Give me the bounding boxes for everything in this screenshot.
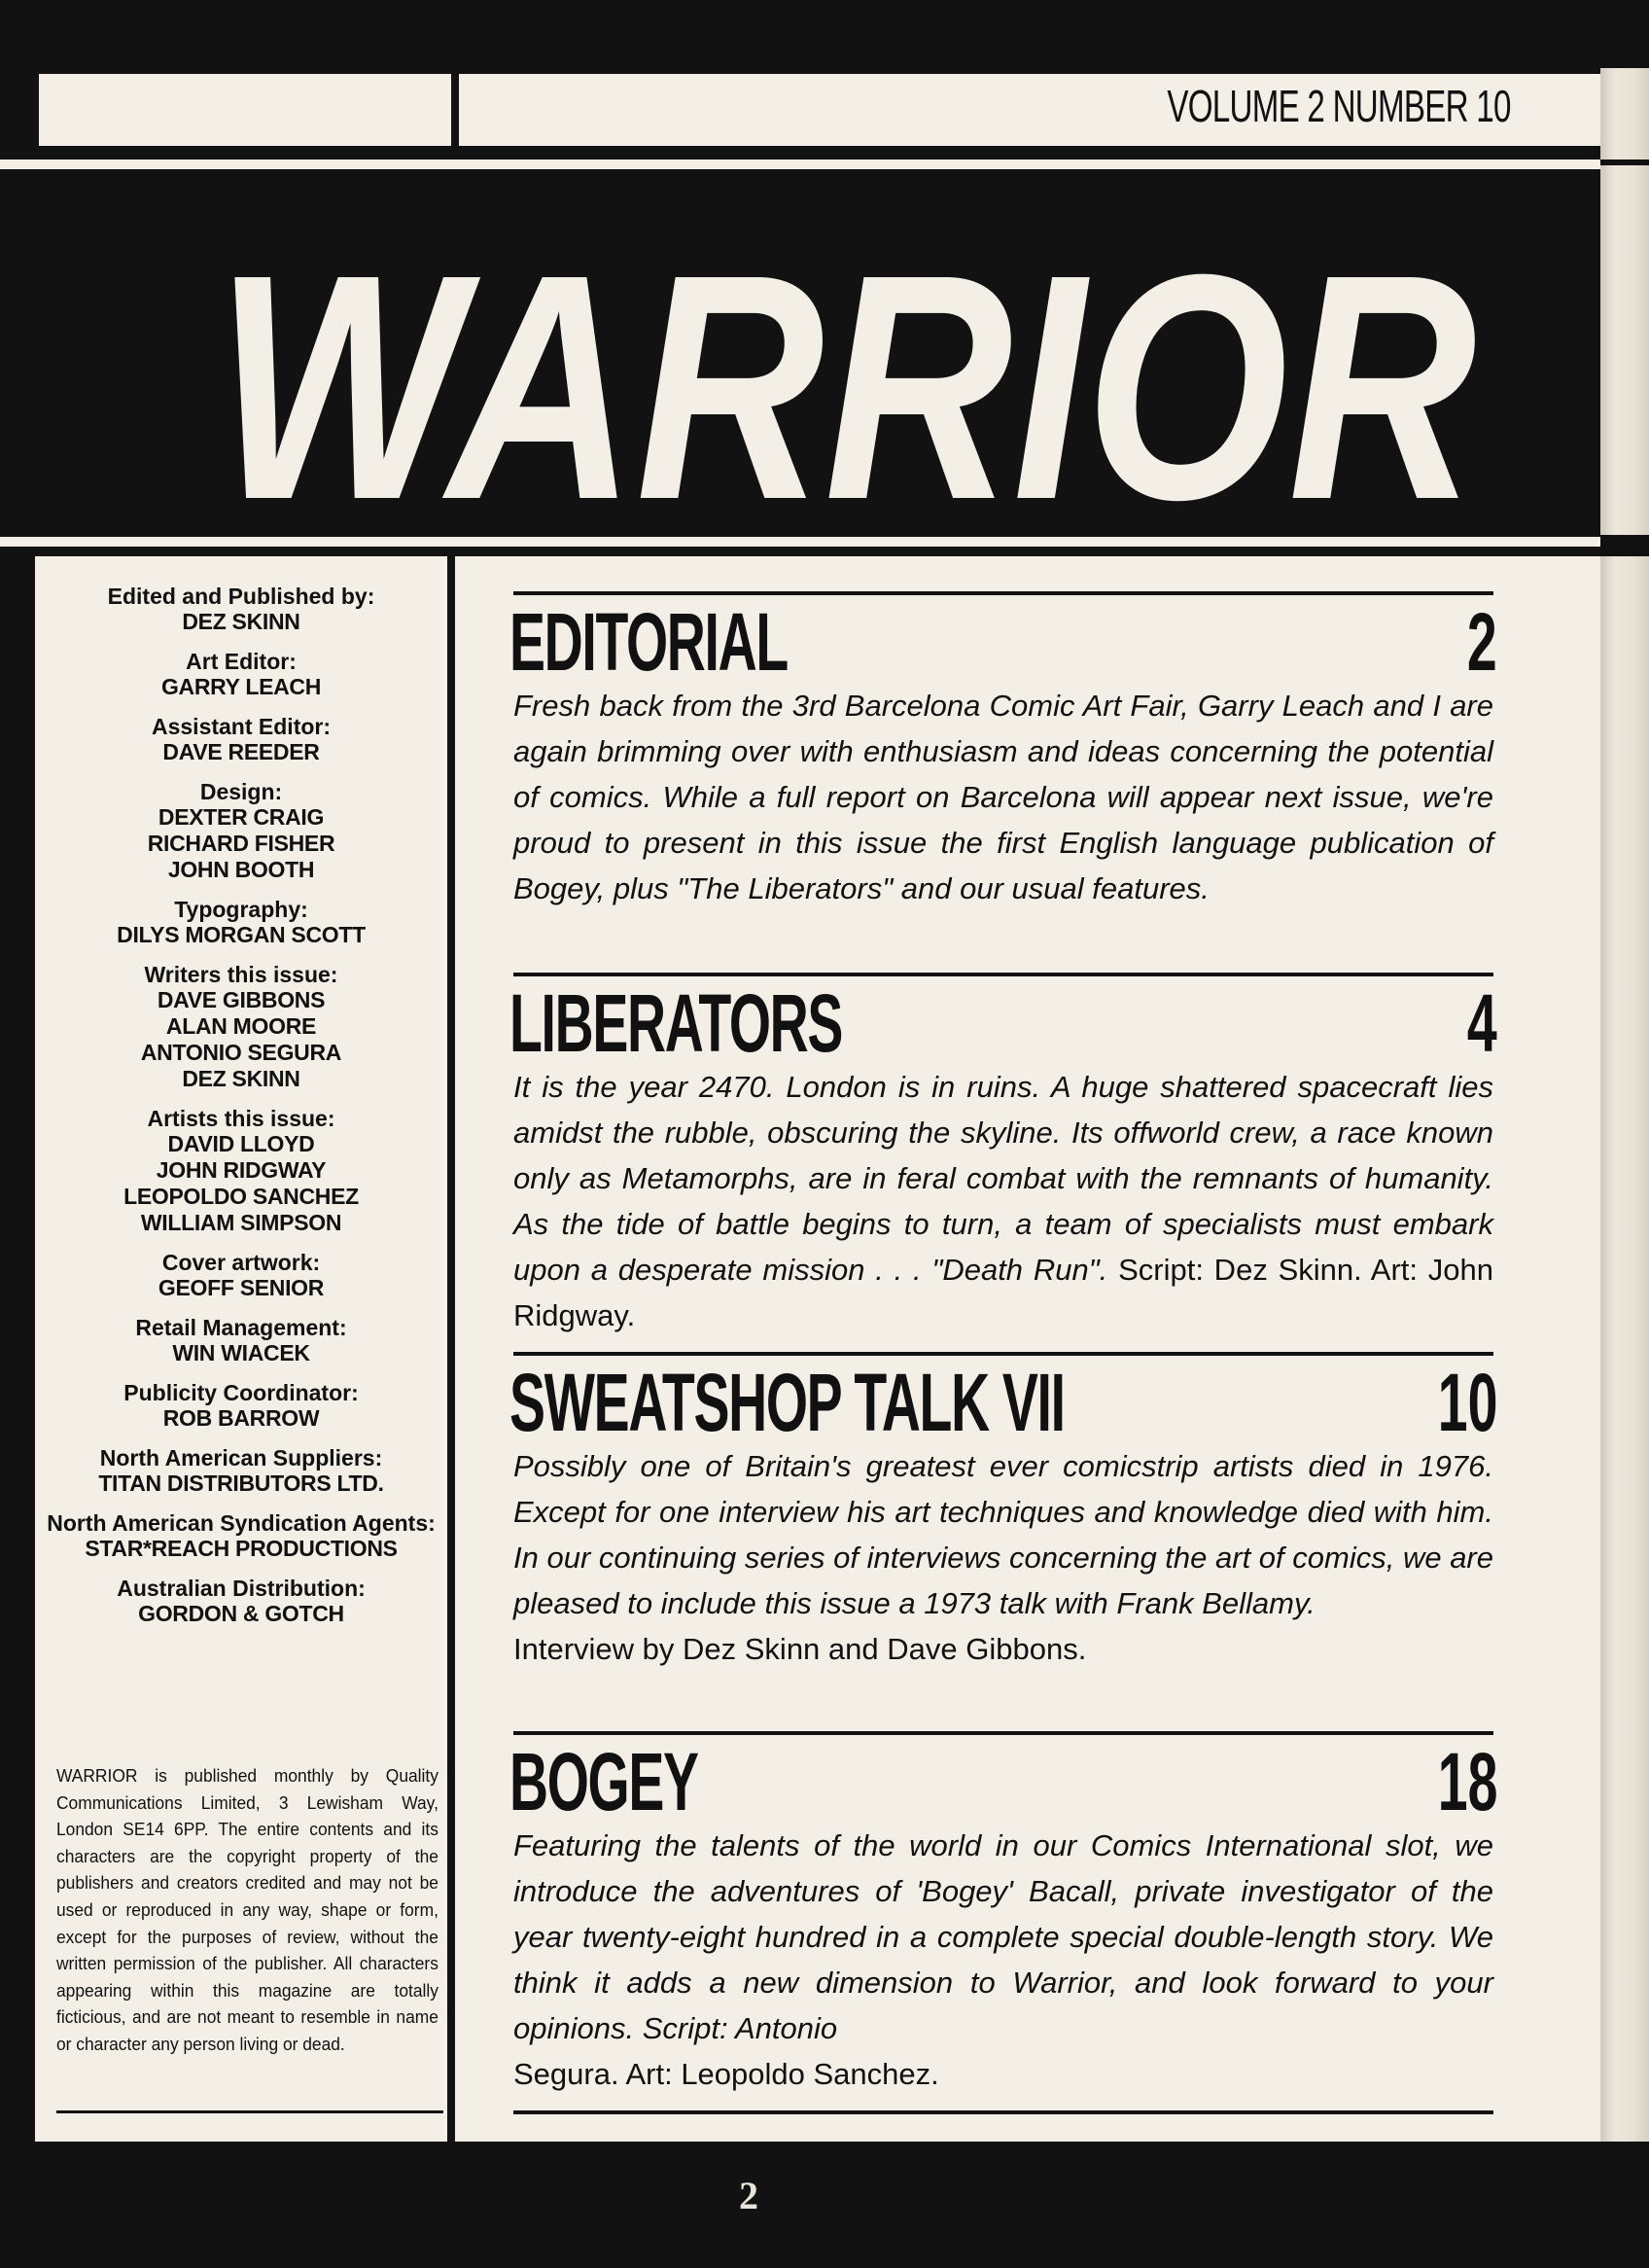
entry-page-number: 4 [1467,977,1497,1069]
entry-title: EDITORIAL [509,596,788,688]
contents-entry [509,1731,1497,2097]
entry-description-text: Featuring the talents of the world in our Comics International slot, we introduce the adventures of 'Bogey' Bacall, private investigator of the year twenty-eight hundred in a complete special double-length story. We think it adds a new dimension to Warrior, and look forward to your opinions. Script: Antonio [513,1828,1493,2045]
header-volume-box [459,74,1600,146]
header-blank-box [39,74,451,146]
credit-block [35,584,447,635]
credit-block [35,779,447,883]
credit-block [35,1445,447,1497]
entry-header [509,976,1497,1069]
masthead-title: WARRIOR [215,207,1477,535]
contents-entry [509,1352,1497,1672]
magazine-spine [1600,0,1649,2268]
masthead-logo [0,175,1600,535]
entry-header [509,1735,1497,1827]
credit-block [35,649,447,700]
entry-description [513,679,1493,911]
credit-name: STAR*REACH PRODUCTIONS [85,1536,398,1561]
entry-page-number: 18 [1437,1736,1497,1827]
credit-name: ANTONIO SEGURA [140,1040,342,1065]
credit-block [35,714,447,765]
footer [0,2142,1600,2268]
credit-name: DAVID LLOYD [167,1131,315,1156]
credit-block [35,1250,447,1301]
masthead [0,175,1600,535]
credit-role: Assistant Editor: [151,714,332,739]
entry-description [513,1060,1493,1338]
volume-number: VOLUME 2 NUMBER 10 [1167,81,1511,131]
credit-block [35,1106,447,1236]
entry-description-text: It is the year 2470. London is in ruins. A huge shattered spacecraft lies amidst the rubble, obscuring the skyline. Its offworld crew, a race known only as Metamorphs, are in feral combat with the remnants of humanity. As the tide of battle begins to turn, a team of specialists must embark upon a desperate mission . . . "Death Run". [513,1070,1493,1287]
credit-role: Typography: [174,897,308,922]
entry-page-number: 10 [1437,1357,1497,1448]
credit-name: GEOFF SENIOR [158,1275,325,1300]
entry-description [513,1819,1493,2097]
credit-name: GORDON & GOTCH [138,1601,344,1626]
credit-block [35,1510,447,1562]
credit-name: WIN WIACEK [172,1340,310,1365]
masthead-rule [0,537,1600,547]
entry-title: LIBERATORS [509,977,843,1069]
credit-name: ALAN MOORE [165,1013,317,1039]
credits-column [35,556,447,2142]
credit-role: Australian Distribution: [117,1576,366,1601]
contents-end-rule [513,2110,1493,2114]
entry-credit: Script: Dez Skinn. Art: John Ridgway. [513,1253,1493,1332]
credit-block [35,897,447,948]
credit-name: DEZ SKINN [182,1066,300,1091]
credit-name: LEOPOLDO SANCHEZ [123,1184,359,1209]
contents-entry [509,591,1497,911]
credit-name: ROB BARROW [162,1405,320,1431]
credit-role: Art Editor: [186,649,297,674]
credit-block [35,1576,447,1627]
credit-block [35,1380,447,1432]
credit-block [35,962,447,1092]
header-rule [0,159,1600,169]
entry-description [513,1439,1493,1672]
credit-role: North American Suppliers: [99,1445,383,1471]
entry-header [509,1356,1497,1448]
contents-entry [509,973,1497,1338]
credit-name: DEZ SKINN [182,609,300,634]
entry-title: BOGEY [509,1736,698,1827]
credits-list [35,584,447,1641]
credit-name: JOHN BOOTH [167,857,315,882]
credit-role: North American Syndication Agents: [47,1510,436,1536]
entry-page-number: 2 [1467,596,1497,688]
credit-name: DAVE REEDER [162,739,320,764]
credit-name: DILYS MORGAN SCOTT [117,922,366,947]
legal-notice: WARRIOR is published monthly by Quality Communications Limited, 3 Lewisham Way, London SE14 6PP. The entire contents and its characters are the copyright property of the publishers and creators credited and may not be used or reproduced in any way, shape or form, except for the purposes of review, without the written permission of the publisher. All characters appearing within this magazine are totally ficticious, and are not meant to resemble in name or character any person living or dead. [56,1765,439,2054]
entry-credit: Segura. Art: Leopoldo Sanchez. [513,2057,939,2091]
credit-role: Cover artwork: [161,1250,321,1275]
credit-name: WILLIAM SIMPSON [140,1210,342,1235]
credit-role: Design: [199,779,283,804]
credit-name: RICHARD FISHER [147,831,335,856]
credit-name: DEXTER CRAIG [158,804,325,830]
page-number: 2 [739,2174,758,2217]
credit-block [35,1315,447,1366]
contents-column [455,556,1600,2142]
credit-name: DAVE GIBBONS [157,987,326,1012]
credit-role: Retail Management: [135,1315,347,1340]
credit-role: Publicity Coordinator: [123,1380,359,1405]
entry-title: SWEATSHOP TALK VII [509,1357,1065,1448]
credit-name: GARRY LEACH [160,674,322,699]
entry-description-text: Possibly one of Britain's greatest ever comicstrip artists died in 1976. Except for one interview his art techniques and knowledge died with him. In our continuing series of interviews concerning the art of comics, we are pleased to include this issue a 1973 talk with Frank Bellamy. [513,1449,1493,1620]
legal-rule [56,2110,443,2113]
credit-role: Writers this issue: [144,962,338,987]
credit-role: Artists this issue: [147,1106,335,1131]
credit-name: JOHN RIDGWAY [156,1157,327,1183]
entry-header [509,595,1497,688]
credit-role: Edited and Published by: [107,584,375,609]
entry-description-text: Fresh back from the 3rd Barcelona Comic Art Fair, Garry Leach and I are again brimming over with enthusiasm and ideas concerning the potential of comics. While a full report on Barcelona will appear next issue, we're proud to present in this issue the first English language publication of Bogey, plus "The Liberators" and our usual features. [513,689,1493,905]
entry-credit: Interview by Dez Skinn and Dave Gibbons. [513,1632,1087,1666]
credit-name: TITAN DISTRIBUTORS LTD. [98,1471,384,1496]
